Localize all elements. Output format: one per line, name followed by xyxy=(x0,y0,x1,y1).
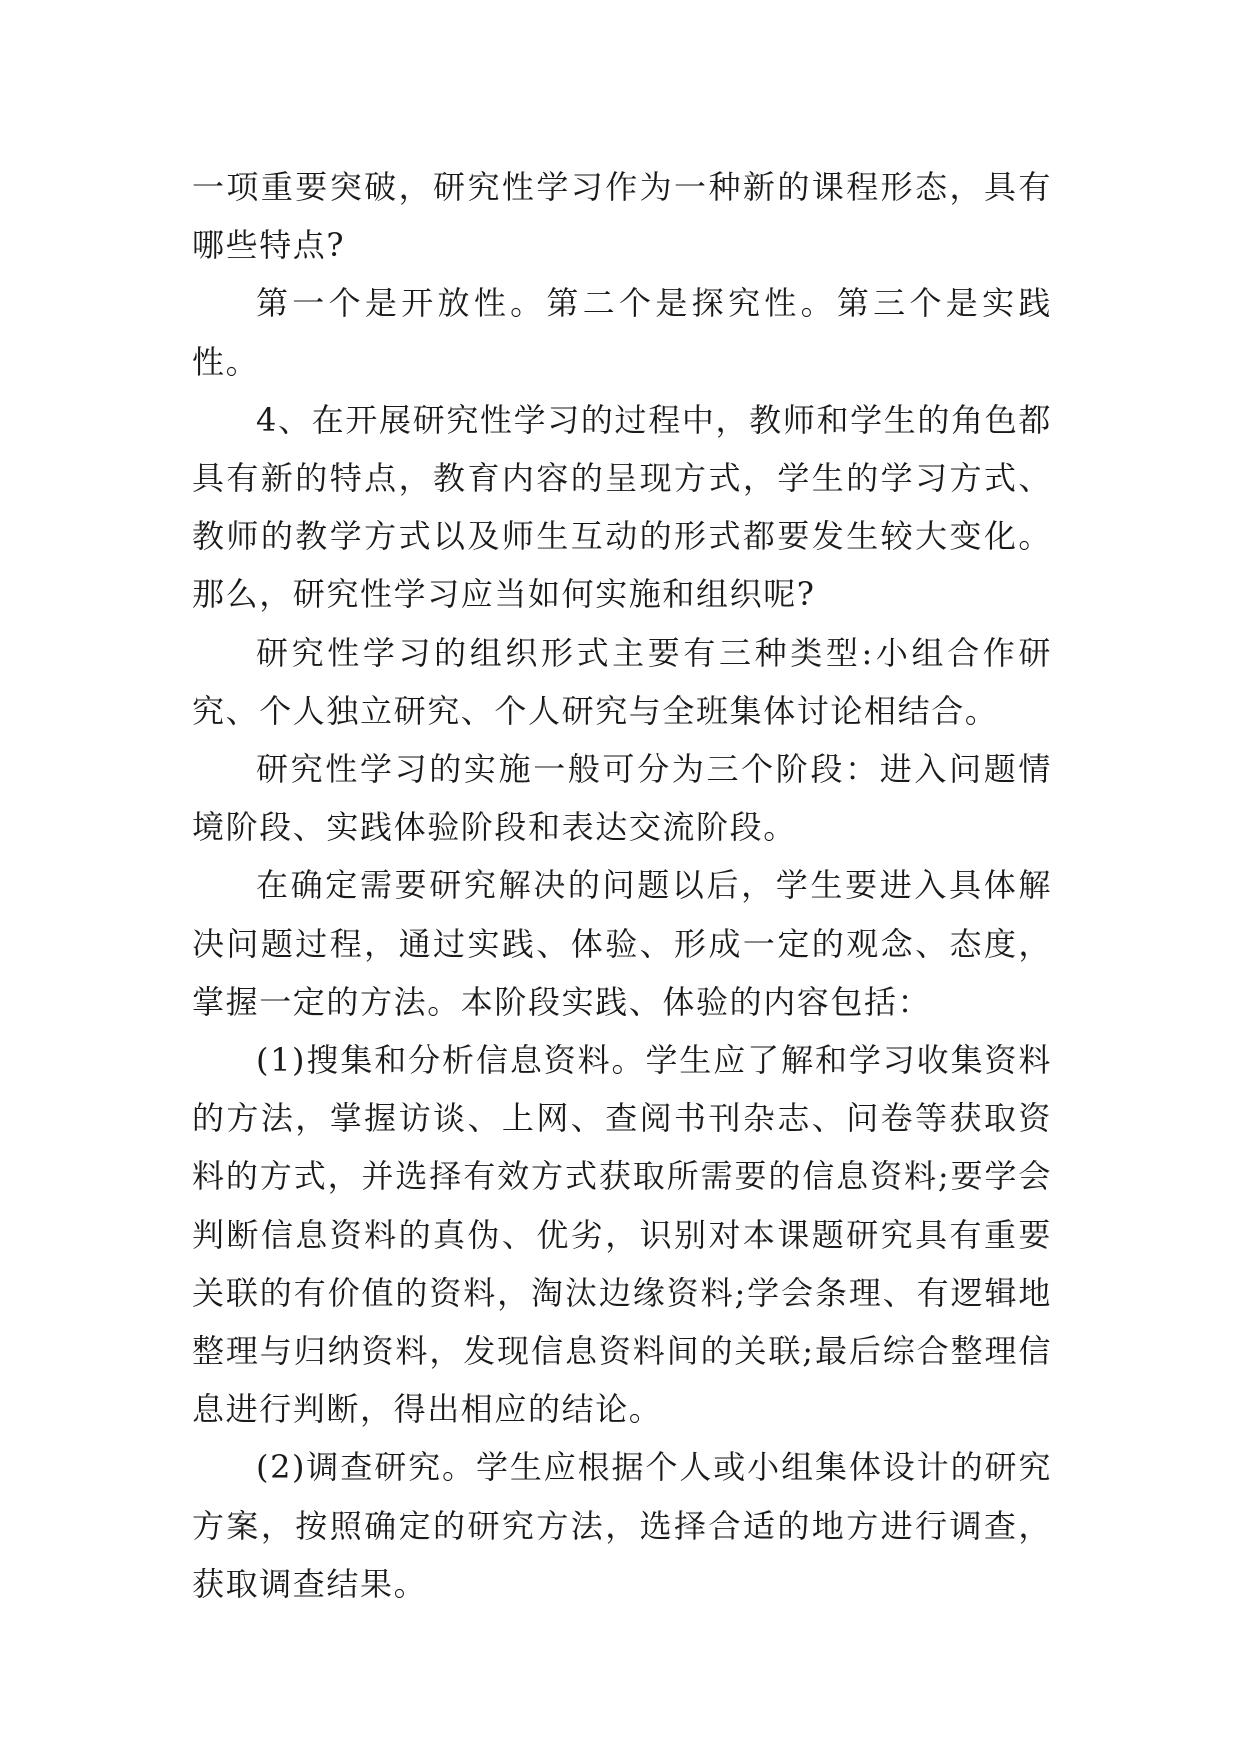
paragraph-features-answer: 第一个是开放性。第二个是探究性。第三个是实践性。 xyxy=(192,284,1052,381)
paragraph-continuation: 一项重要突破，研究性学习作为一种新的课程形态，具有哪些特点? xyxy=(192,168,1052,265)
paragraph-question-4: 4、在开展研究性学习的过程中，教师和学生的角色都具有新的特点，教育内容的呈现方式，学生的学习方式、教师的教学方式以及师生互动的形式都要发生较大变化。那么，研究性学习应当如何实施和组织呢? xyxy=(192,400,1052,614)
paragraph-practice-stage: 在确定需要研究解决的问题以后，学生要进入具体解决问题过程，通过实践、体验、形成一定的观念、态度，掌握一定的方法。本阶段实践、体验的内容包括： xyxy=(192,866,1052,1021)
paragraph-implementation-stages: 研究性学习的实施一般可分为三个阶段：进入问题情境阶段、实践体验阶段和表达交流阶段。 xyxy=(192,750,1052,847)
paragraph-item-2: (2)调查研究。学生应根据个人或小组集体设计的研究方案，按照确定的研究方法，选择合适的地方进行调查，获取调查结果。 xyxy=(192,1448,1052,1603)
paragraph-organization-forms: 研究性学习的组织形式主要有三种类型:小组合作研究、个人独立研究、个人研究与全班集体讨论相结合。 xyxy=(192,633,1052,730)
paragraph-item-1: (1)搜集和分析信息资料。学生应了解和学习收集资料的方法，掌握访谈、上网、查阅书刊杂志、问卷等获取资料的方式，并选择有效方式获取所需要的信息资料;要学会判断信息资料的真伪、优劣，识别对本课题研究具有重要关联的有价值的资料，淘汰边缘资料;学会条理、有逻辑地整理与归纳资料，发现信息资料间的关联;最后综合整理信息进行判断，得出相应的结论。 xyxy=(192,1041,1052,1429)
document-body xyxy=(192,158,1052,1613)
